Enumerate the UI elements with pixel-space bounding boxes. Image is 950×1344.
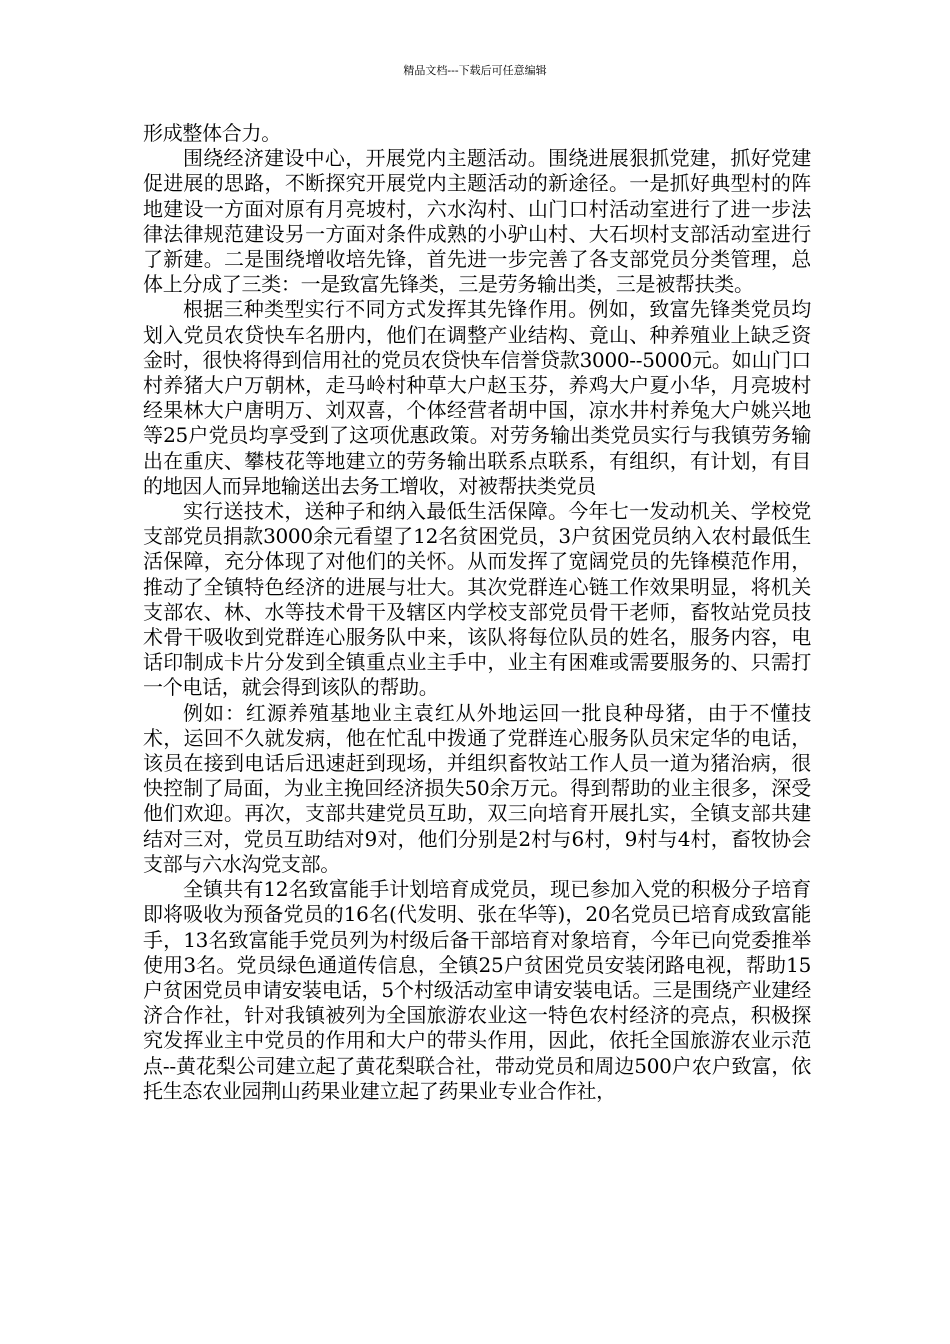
paragraph: 形成整体合力。 [143,121,281,145]
paragraph: 围绕经济建设中心，开展党内主题活动。围绕进展狠抓党建，抓好党建促进展的思路，不断探究开展党内主题活动的新途径。一是抓好典型村的阵地建设一方面对原有月亮坡村，六水沟村、山门口村活动室进行了进一步法律法律规范建设另一方面对条件成熟的小驴山村、大石坝村支部活动室进行了新建。二是围绕增收培先锋，首先进一步完善了各支部党员分类管理，总体上分成了三类：一是致富先锋类，三是劳务输出类，三是被帮扶类。 [143,146,811,297]
document-body [143,121,811,1104]
paragraph: 根据三种类型实行不同方式发挥其先锋作用。例如，致富先锋类党员均划入党员农贷快车名册内，他们在调整产业结构、竟山、种养殖业上缺乏资金时，很快将得到信用社的党员农贷快车信誉贷款3000--5000元。如山门口村养猪大户万朝林，走马岭村种草大户赵玉芬，养鸡大户夏小华，月亮坡村经果林大户唐明万、刘双喜，个体经营者胡中国，凉水井村养兔大户姚兴地等25户党员均享受到了这项优惠政策。对劳务输出类党员实行与我镇劳务输出在重庆、攀枝花等地建立的劳务输出联系点联系，有组织，有计划，有目的地因人而异地输送出去务工增收，对被帮扶类党员 [143,297,811,498]
page-header: 精品文档---下载后可任意编辑 [403,64,547,77]
paragraph: 实行送技术，送种子和纳入最低生活保障。今年七一发动机关、学校党支部党员捐款3000余元看望了12名贫困党员，3户贫困党员纳入农村最低生活保障，充分体现了对他们的关怀。从而发挥了宽阔党员的先锋模范作用，推动了全镇特色经济的进展与壮大。其次党群连心链工作效果明显，将机关支部农、林、水等技术骨干及辖区内学校支部党员骨干老师，畜牧站党员技术骨干吸收到党群连心服务队中来，该队将每位队员的姓名，服务内容，电话印制成卡片分发到全镇重点业主手中，业主有困难或需要服务的、只需打一个电话，就会得到该队的帮助。 [143,499,811,700]
paragraph: 全镇共有12名致富能手计划培育成党员，现已参加入党的积极分子培育即将吸收为预备党员的16名(代发明、张在华等)，20名党员已培育成致富能手，13名致富能手党员列为村级后备干部培育对象培育，今年已向党委推举使用3名。党员绿色通道传信息，全镇25户贫困党员安装闭路电视，帮助15户贫困党员申请安装电话，5个村级活动室申请安装电话。三是围绕产业建经济合作社，针对我镇被列为全国旅游农业这一特色农村经济的亮点，积极探究发挥业主中党员的作用和大户的带头作用，因此，依托全国旅游农业示范点--黄花梨公司建立起了黄花梨联合社，带动党员和周边500户农户致富，依托生态农业园荆山药果业建立起了药果业专业合作社， [143,877,811,1103]
paragraph: 例如：红源养殖基地业主袁红从外地运回一批良种母猪，由于不懂技术，运回不久就发病，他在忙乱中拨通了党群连心服务队员宋定华的电话，该员在接到电话后迅速赶到现场，并组织畜牧站工作人员一道为猪治病，很快控制了局面，为业主挽回经济损失50余万元。得到帮助的业主很多，深受他们欢迎。再次，支部共建党员互助，双三向培育开展扎实，全镇支部共建结对三对，党员互助结对9对，他们分别是2村与6村，9村与4村，畜牧协会支部与六水沟党支部。 [143,700,811,876]
